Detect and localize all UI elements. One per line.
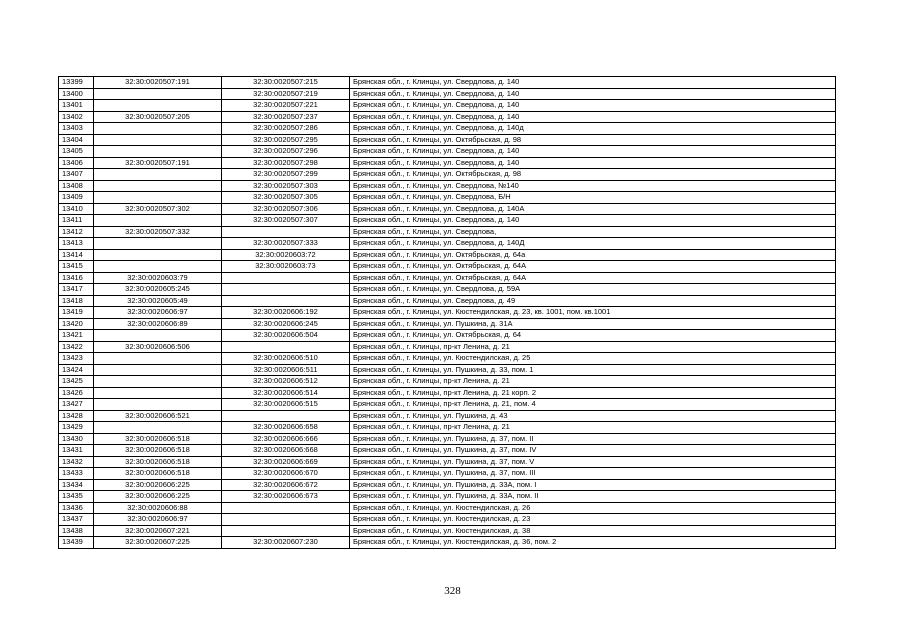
parcel-number-cell: [94, 180, 222, 192]
address-cell: Брянская обл., г. Клинцы, ул. Октябрьская, д. 98: [350, 134, 836, 146]
parcel-number-cell: [94, 88, 222, 100]
row-number-cell: 13434: [59, 479, 94, 491]
parcel-number-cell: [94, 330, 222, 342]
object-number-cell: 32:30:0020606:192: [222, 307, 350, 319]
row-number-cell: 13419: [59, 307, 94, 319]
table-row: [59, 537, 836, 549]
table-row: [59, 261, 836, 273]
row-number-cell: 13430: [59, 433, 94, 445]
address-cell: Брянская обл., г. Клинцы, пр-кт Ленина, д. 21: [350, 341, 836, 353]
address-cell: Брянская обл., г. Клинцы, ул. Свердлова, д. 140А: [350, 203, 836, 215]
object-number-cell: [222, 525, 350, 537]
table-row: [59, 157, 836, 169]
table-row: [59, 376, 836, 388]
table-row: [59, 226, 836, 238]
row-number-cell: 13401: [59, 100, 94, 112]
table-row: [59, 491, 836, 503]
address-cell: Брянская обл., г. Клинцы, ул. Кюстендилская, д. 38: [350, 525, 836, 537]
table-row: [59, 433, 836, 445]
row-number-cell: 13416: [59, 272, 94, 284]
address-cell: Брянская обл., г. Клинцы, ул. Свердлова, д. 140: [350, 157, 836, 169]
object-number-cell: 32:30:0020507:306: [222, 203, 350, 215]
row-number-cell: 13423: [59, 353, 94, 365]
object-number-cell: [222, 502, 350, 514]
address-cell: Брянская обл., г. Клинцы, пр-кт Ленина, д. 21: [350, 422, 836, 434]
row-number-cell: 13413: [59, 238, 94, 250]
table-row: [59, 169, 836, 181]
row-number-cell: 13409: [59, 192, 94, 204]
row-number-cell: 13399: [59, 77, 94, 89]
parcel-number-cell: [94, 422, 222, 434]
table-row: [59, 203, 836, 215]
table-row: [59, 330, 836, 342]
row-number-cell: 13404: [59, 134, 94, 146]
address-cell: Брянская обл., г. Клинцы, ул. Кюстендилская, д. 25: [350, 353, 836, 365]
row-number-cell: 13431: [59, 445, 94, 457]
table-row: [59, 100, 836, 112]
row-number-cell: 13415: [59, 261, 94, 273]
address-cell: Брянская обл., г. Клинцы, ул. Свердлова, д. 140д: [350, 123, 836, 135]
address-cell: Брянская обл., г. Клинцы, ул. Пушкина, д. 33А, пом. II: [350, 491, 836, 503]
parcel-number-cell: 32:30:0020607:221: [94, 525, 222, 537]
object-number-cell: 32:30:0020606:673: [222, 491, 350, 503]
row-number-cell: 13422: [59, 341, 94, 353]
row-number-cell: 13429: [59, 422, 94, 434]
parcel-number-cell: 32:30:0020606:506: [94, 341, 222, 353]
address-cell: Брянская обл., г. Клинцы, ул. Свердлова, д. 140: [350, 100, 836, 112]
object-number-cell: 32:30:0020507:299: [222, 169, 350, 181]
object-number-cell: 32:30:0020603:73: [222, 261, 350, 273]
parcel-number-cell: [94, 364, 222, 376]
parcel-number-cell: [94, 192, 222, 204]
parcel-number-cell: [94, 238, 222, 250]
table-row: [59, 525, 836, 537]
address-cell: Брянская обл., г. Клинцы, ул. Свердлова, д. 140: [350, 215, 836, 227]
parcel-number-cell: 32:30:0020606:518: [94, 433, 222, 445]
parcel-number-cell: [94, 169, 222, 181]
object-number-cell: [222, 272, 350, 284]
table-row: [59, 479, 836, 491]
parcel-number-cell: 32:30:0020606:521: [94, 410, 222, 422]
object-number-cell: 32:30:0020606:666: [222, 433, 350, 445]
parcel-number-cell: 32:30:0020606:518: [94, 468, 222, 480]
object-number-cell: 32:30:0020507:221: [222, 100, 350, 112]
row-number-cell: 13432: [59, 456, 94, 468]
parcel-number-cell: [94, 249, 222, 261]
address-cell: Брянская обл., г. Клинцы, ул. Свердлова, д. 140: [350, 111, 836, 123]
address-cell: Брянская обл., г. Клинцы, ул. Свердлова, д. 140: [350, 77, 836, 89]
address-cell: Брянская обл., г. Клинцы, пр-кт Ленина, д. 21: [350, 376, 836, 388]
object-number-cell: [222, 295, 350, 307]
address-cell: Брянская обл., г. Клинцы, ул. Пушкина, д. 31А: [350, 318, 836, 330]
object-number-cell: 32:30:0020507:295: [222, 134, 350, 146]
object-number-cell: 32:30:0020606:514: [222, 387, 350, 399]
table-row: [59, 307, 836, 319]
parcel-number-cell: [94, 100, 222, 112]
object-number-cell: 32:30:0020606:515: [222, 399, 350, 411]
row-number-cell: 13400: [59, 88, 94, 100]
parcel-number-cell: [94, 215, 222, 227]
table-row: [59, 456, 836, 468]
table-row: [59, 123, 836, 135]
row-number-cell: 13437: [59, 514, 94, 526]
parcel-number-cell: 32:30:0020606:518: [94, 456, 222, 468]
object-number-cell: 32:30:0020606:669: [222, 456, 350, 468]
address-cell: Брянская обл., г. Клинцы, ул. Октябрьская, д. 64А: [350, 272, 836, 284]
address-cell: Брянская обл., г. Клинцы, ул. Пушкина, д. 37, пом. III: [350, 468, 836, 480]
parcel-number-cell: 32:30:0020603:79: [94, 272, 222, 284]
row-number-cell: 13402: [59, 111, 94, 123]
parcel-number-cell: [94, 387, 222, 399]
address-cell: Брянская обл., г. Клинцы, ул. Свердлова, №140: [350, 180, 836, 192]
address-cell: Брянская обл., г. Клинцы, ул. Кюстендилская, д. 23: [350, 514, 836, 526]
parcel-number-cell: 32:30:0020507:332: [94, 226, 222, 238]
row-number-cell: 13436: [59, 502, 94, 514]
row-number-cell: 13438: [59, 525, 94, 537]
table-row: [59, 284, 836, 296]
row-number-cell: 13411: [59, 215, 94, 227]
address-cell: Брянская обл., г. Клинцы, ул. Кюстендилская, д. 26: [350, 502, 836, 514]
object-number-cell: 32:30:0020606:511: [222, 364, 350, 376]
row-number-cell: 13427: [59, 399, 94, 411]
object-number-cell: 32:30:0020507:286: [222, 123, 350, 135]
row-number-cell: 13414: [59, 249, 94, 261]
table-row: [59, 238, 836, 250]
object-number-cell: 32:30:0020606:670: [222, 468, 350, 480]
address-cell: Брянская обл., г. Клинцы, ул. Пушкина, д. 37, пом. V: [350, 456, 836, 468]
parcel-number-cell: [94, 134, 222, 146]
table-row: [59, 410, 836, 422]
table-row: [59, 502, 836, 514]
parcel-number-cell: 32:30:0020605:245: [94, 284, 222, 296]
parcel-number-cell: 32:30:0020507:191: [94, 77, 222, 89]
row-number-cell: 13403: [59, 123, 94, 135]
parcel-number-cell: 32:30:0020507:191: [94, 157, 222, 169]
object-number-cell: 32:30:0020507:237: [222, 111, 350, 123]
table-row: [59, 134, 836, 146]
address-cell: Брянская обл., г. Клинцы, ул. Свердлова, д. 49: [350, 295, 836, 307]
row-number-cell: 13417: [59, 284, 94, 296]
parcel-number-cell: 32:30:0020606:225: [94, 491, 222, 503]
cadastral-table: [58, 76, 836, 549]
object-number-cell: [222, 341, 350, 353]
table-row: [59, 422, 836, 434]
table-row: [59, 192, 836, 204]
object-number-cell: 32:30:0020606:658: [222, 422, 350, 434]
address-cell: Брянская обл., г. Клинцы, ул. Пушкина, д. 37, пом. II: [350, 433, 836, 445]
object-number-cell: 32:30:0020507:215: [222, 77, 350, 89]
address-cell: Брянская обл., г. Клинцы, ул. Свердлова, Б/Н: [350, 192, 836, 204]
object-number-cell: [222, 410, 350, 422]
table-row: [59, 295, 836, 307]
table-row: [59, 111, 836, 123]
table-row: [59, 364, 836, 376]
parcel-number-cell: [94, 146, 222, 158]
address-cell: Брянская обл., г. Клинцы, ул. Кюстендилская, д. 23, кв. 1001, пом. кв.1001: [350, 307, 836, 319]
object-number-cell: 32:30:0020507:333: [222, 238, 350, 250]
parcel-number-cell: 32:30:0020605:49: [94, 295, 222, 307]
object-number-cell: 32:30:0020606:245: [222, 318, 350, 330]
row-number-cell: 13433: [59, 468, 94, 480]
parcel-number-cell: [94, 376, 222, 388]
object-number-cell: 32:30:0020606:668: [222, 445, 350, 457]
page-number: 328: [444, 585, 461, 597]
row-number-cell: 13425: [59, 376, 94, 388]
address-cell: Брянская обл., г. Клинцы, ул. Октябрьская, д. 64А: [350, 261, 836, 273]
object-number-cell: 32:30:0020606:504: [222, 330, 350, 342]
address-cell: Брянская обл., г. Клинцы, ул. Октябрьская, д. 64а: [350, 249, 836, 261]
row-number-cell: 13426: [59, 387, 94, 399]
object-number-cell: 32:30:0020606:672: [222, 479, 350, 491]
object-number-cell: [222, 284, 350, 296]
address-cell: Брянская обл., г. Клинцы, ул. Свердлова, д. 140: [350, 88, 836, 100]
address-cell: Брянская обл., г. Клинцы, ул. Октябрьская, д. 64: [350, 330, 836, 342]
table-row: [59, 445, 836, 457]
parcel-number-cell: [94, 261, 222, 273]
parcel-number-cell: [94, 123, 222, 135]
parcel-number-cell: [94, 399, 222, 411]
row-number-cell: 13418: [59, 295, 94, 307]
row-number-cell: 13405: [59, 146, 94, 158]
table-row: [59, 249, 836, 261]
address-cell: Брянская обл., г. Клинцы, ул. Свердлова, д. 59А: [350, 284, 836, 296]
object-number-cell: 32:30:0020607:230: [222, 537, 350, 549]
table-row: [59, 468, 836, 480]
row-number-cell: 13428: [59, 410, 94, 422]
table-body: [59, 77, 836, 549]
table-row: [59, 387, 836, 399]
parcel-number-cell: 32:30:0020606:97: [94, 307, 222, 319]
row-number-cell: 13435: [59, 491, 94, 503]
table-row: [59, 399, 836, 411]
row-number-cell: 13406: [59, 157, 94, 169]
table-row: [59, 353, 836, 365]
row-number-cell: 13421: [59, 330, 94, 342]
object-number-cell: 32:30:0020603:72: [222, 249, 350, 261]
object-number-cell: 32:30:0020507:303: [222, 180, 350, 192]
address-cell: Брянская обл., г. Клинцы, ул. Кюстендилская, д. 36, пом. 2: [350, 537, 836, 549]
address-cell: Брянская обл., г. Клинцы, ул. Пушкина, д. 33А, пом. I: [350, 479, 836, 491]
table-row: [59, 146, 836, 158]
row-number-cell: 13408: [59, 180, 94, 192]
table-row: [59, 514, 836, 526]
row-number-cell: 13420: [59, 318, 94, 330]
parcel-number-cell: 32:30:0020606:88: [94, 502, 222, 514]
parcel-number-cell: 32:30:0020507:302: [94, 203, 222, 215]
parcel-number-cell: [94, 353, 222, 365]
object-number-cell: [222, 514, 350, 526]
table-row: [59, 272, 836, 284]
row-number-cell: 13410: [59, 203, 94, 215]
address-cell: Брянская обл., г. Клинцы, ул. Пушкина, д. 33, пом. 1: [350, 364, 836, 376]
address-cell: Брянская обл., г. Клинцы, ул. Октябрьская, д. 98: [350, 169, 836, 181]
parcel-number-cell: 32:30:0020507:205: [94, 111, 222, 123]
object-number-cell: 32:30:0020507:307: [222, 215, 350, 227]
parcel-number-cell: 32:30:0020606:89: [94, 318, 222, 330]
object-number-cell: [222, 226, 350, 238]
address-cell: Брянская обл., г. Клинцы, ул. Свердлова,: [350, 226, 836, 238]
address-cell: Брянская обл., г. Клинцы, пр-кт Ленина, д. 21, пом. 4: [350, 399, 836, 411]
table-row: [59, 341, 836, 353]
parcel-number-cell: 32:30:0020607:225: [94, 537, 222, 549]
row-number-cell: 13412: [59, 226, 94, 238]
parcel-number-cell: 32:30:0020606:225: [94, 479, 222, 491]
table-row: [59, 318, 836, 330]
address-cell: Брянская обл., г. Клинцы, ул. Пушкина, д. 37, пом. IV: [350, 445, 836, 457]
address-cell: Брянская обл., г. Клинцы, ул. Свердлова, д. 140Д: [350, 238, 836, 250]
object-number-cell: 32:30:0020507:219: [222, 88, 350, 100]
parcel-number-cell: 32:30:0020606:97: [94, 514, 222, 526]
object-number-cell: 32:30:0020507:296: [222, 146, 350, 158]
object-number-cell: 32:30:0020507:305: [222, 192, 350, 204]
address-cell: Брянская обл., г. Клинцы, ул. Пушкина, д. 43: [350, 410, 836, 422]
object-number-cell: 32:30:0020606:510: [222, 353, 350, 365]
table-row: [59, 77, 836, 89]
address-cell: Брянская обл., г. Клинцы, ул. Свердлова, д. 140: [350, 146, 836, 158]
object-number-cell: 32:30:0020606:512: [222, 376, 350, 388]
table-row: [59, 180, 836, 192]
row-number-cell: 13424: [59, 364, 94, 376]
row-number-cell: 13407: [59, 169, 94, 181]
address-cell: Брянская обл., г. Клинцы, пр-кт Ленина, д. 21 корп. 2: [350, 387, 836, 399]
table-row: [59, 215, 836, 227]
table-row: [59, 88, 836, 100]
parcel-number-cell: 32:30:0020606:518: [94, 445, 222, 457]
object-number-cell: 32:30:0020507:298: [222, 157, 350, 169]
row-number-cell: 13439: [59, 537, 94, 549]
